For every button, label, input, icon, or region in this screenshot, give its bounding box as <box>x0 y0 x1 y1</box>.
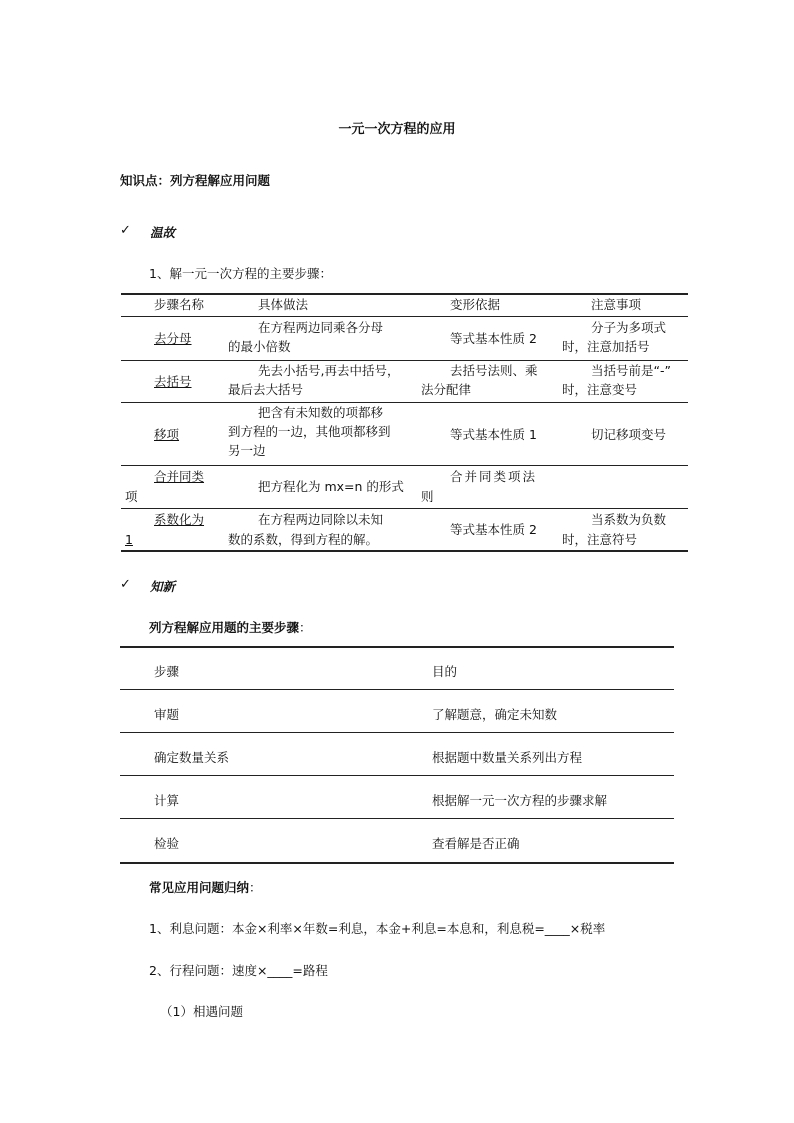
meeting-problem-line: （1）相遇问题 <box>160 1004 243 1019</box>
step-name: 去分母 <box>154 331 192 346</box>
step-name: 移项 <box>154 427 180 442</box>
table-rule <box>121 508 688 509</box>
step-note <box>562 338 650 356</box>
page-title: 一元一次方程的应用 <box>338 122 456 137</box>
table-cell: 审题 <box>154 707 180 722</box>
check-mark-icon: ✓ <box>120 577 131 592</box>
table-cell: 计算 <box>154 793 180 808</box>
step-basis: 则 <box>421 489 434 504</box>
step-note: 当括号前是“-” <box>591 363 671 378</box>
table-cell: 检验 <box>154 836 180 851</box>
review-heading: 温故 <box>150 225 176 240</box>
table-cell: 查看解是否正确 <box>432 836 520 851</box>
table-cell: 了解题意，确定未知数 <box>432 707 558 722</box>
table-header: 步骤 <box>154 664 180 679</box>
new-knowledge-heading: 知新 <box>150 579 176 594</box>
table-rule <box>121 316 688 317</box>
application-steps-table <box>120 646 674 865</box>
table-rule <box>121 402 688 403</box>
step-basis: 等式基本性质 2 <box>450 522 537 537</box>
knowledge-point-heading: 知识点：列方程解应用问题 <box>120 173 271 188</box>
review-subheading: 1、解一元一次方程的主要步骤： <box>149 266 332 281</box>
step-name: 1 <box>125 532 133 547</box>
step-method: 先去小括号,再去中括号， <box>258 363 400 378</box>
table-rule <box>120 732 674 733</box>
step-name: 去括号 <box>154 374 192 389</box>
step-name: 合并同类 <box>154 469 205 484</box>
step-basis: 等式基本性质 1 <box>450 427 537 442</box>
table-rule <box>121 465 688 466</box>
step-note: 时，注意变号 <box>562 382 638 397</box>
step-note: 当系数为负数 <box>591 512 667 527</box>
step-note-text: 时，注意加括号 <box>562 339 650 354</box>
travel-problem-line: 2、行程问题：速度×____=路程 <box>149 963 328 978</box>
step-basis: 合并同类项法 <box>450 469 538 484</box>
table-rule <box>121 550 688 552</box>
table-header: 目的 <box>432 664 458 679</box>
table-rule <box>120 862 674 864</box>
step-method: 的最小倍数 <box>228 339 291 354</box>
table-header: 步骤名称 <box>154 297 205 312</box>
step-note: 切记移项变号 <box>591 427 667 442</box>
check-mark-icon: ✓ <box>120 223 131 238</box>
step-name: 系数化为 <box>154 512 205 527</box>
interest-problem-line: 1、利息问题：本金×利率×年数=利息，本金+利息=本息和，利息税=____×税率 <box>149 921 606 936</box>
step-note: 时，注意符号 <box>562 532 638 547</box>
table-rule <box>121 293 688 295</box>
table-rule <box>120 818 674 819</box>
common-problems-heading-colon: ： <box>249 880 262 895</box>
table-header: 注意事项 <box>591 297 642 312</box>
table-rule <box>120 689 674 690</box>
common-problems-heading <box>149 878 262 896</box>
table-cell: 确定数量关系 <box>154 750 230 765</box>
step-method: 到方程的一边，其他项都移到 <box>228 424 391 439</box>
step-method: 在方程两边同乘各分母 <box>258 320 384 335</box>
table-cell: 根据题中数量关系列出方程 <box>432 750 583 765</box>
table-cell: 根据解一元一次方程的步骤求解 <box>432 793 608 808</box>
step-basis: 法分配律 <box>421 382 472 397</box>
table-rule <box>121 360 688 361</box>
new-knowledge-subheading-colon: ： <box>299 620 312 635</box>
step-basis: 去括号法则、乘 <box>450 363 538 378</box>
common-problems-heading-text: 常见应用问题归纳 <box>149 880 250 895</box>
new-knowledge-subheading <box>149 618 312 636</box>
new-knowledge-subheading-text: 列方程解应用题的主要步骤 <box>149 620 300 635</box>
step-note: 分子为多项式 <box>591 320 667 335</box>
step-name: 项 <box>125 489 138 504</box>
step-method: 把含有未知数的项都移 <box>258 405 384 420</box>
solving-steps-table <box>121 293 688 551</box>
step-basis: 等式基本性质 2 <box>450 331 537 346</box>
step-method: 另一边 <box>228 443 266 458</box>
table-rule <box>120 775 674 776</box>
step-method: 把方程化为 mx=n 的形式 <box>258 479 404 494</box>
step-method: 数的系数，得到方程的解。 <box>228 532 379 547</box>
step-method: 最后去大括号 <box>228 382 304 397</box>
table-header: 具体做法 <box>258 297 309 312</box>
step-method: 在方程两边同除以未知 <box>258 512 384 527</box>
table-header: 变形依据 <box>450 297 501 312</box>
table-rule <box>120 646 674 648</box>
